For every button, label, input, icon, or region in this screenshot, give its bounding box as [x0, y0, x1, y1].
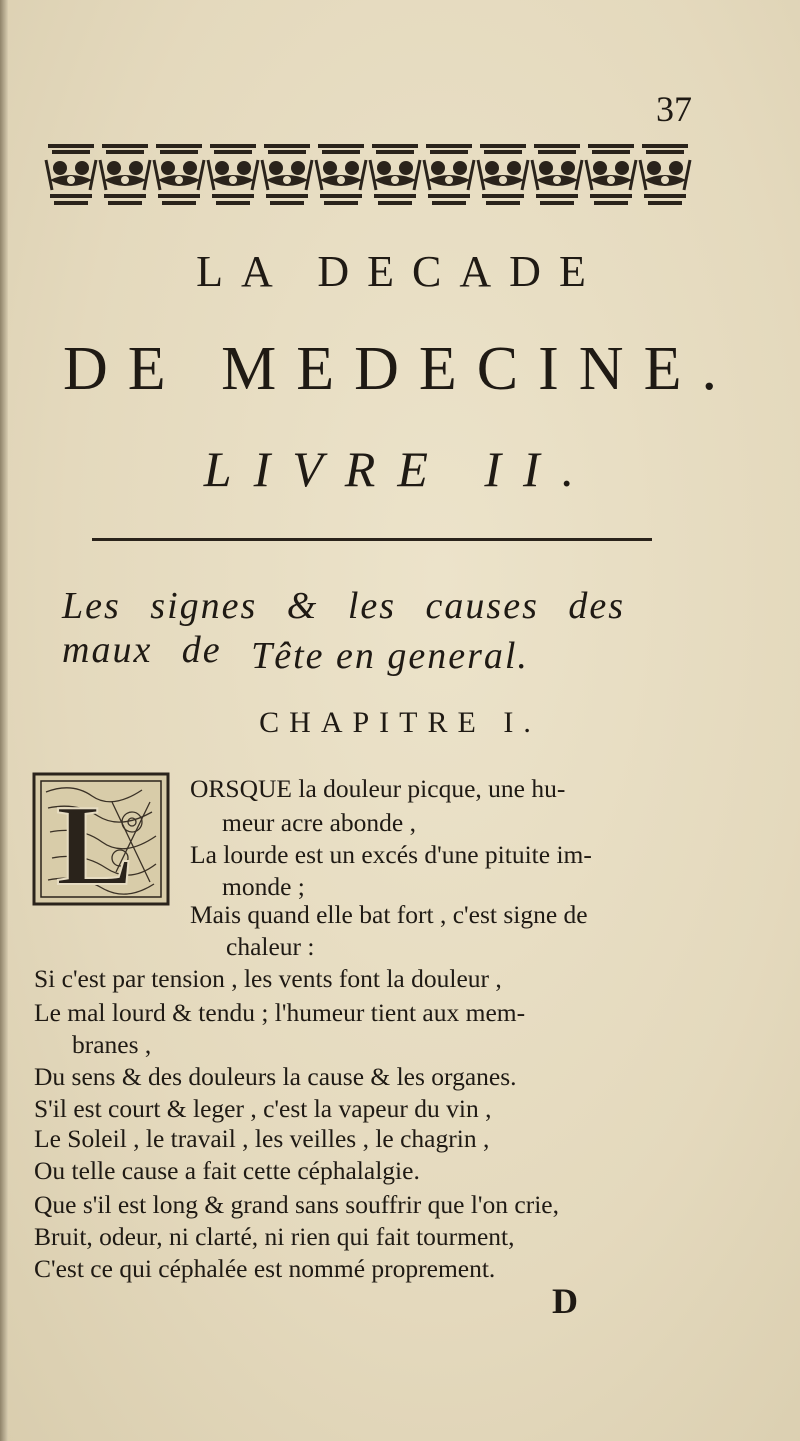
verse-line-13: Ou telle cause a fait cette céphalalgie. [34, 1156, 420, 1185]
verse-line-14: Que s'il est long & grand sans souffrir que l'on crie, [34, 1190, 559, 1219]
title-line-2: DE MEDECINE. [63, 335, 737, 403]
chapter-heading: CHAPITRE I. [259, 706, 541, 739]
subtitle-line-2: Tête en general. [251, 635, 529, 677]
drop-cap-glyph: L [56, 782, 134, 906]
verse-line-4: monde ; [222, 872, 305, 901]
verse-line-2: meur acre abonde , [222, 808, 416, 837]
verse-line-8: Le mal lourd & tendu ; l'humeur tient aux mem- [34, 998, 526, 1027]
decorated-initial-letter [32, 772, 170, 906]
ornamental-headband [44, 140, 692, 210]
verse-line-10: Du sens & des douleurs la cause & les organes. [34, 1062, 517, 1091]
verse-line-12: Le Soleil , le travail , les veilles , le chagrin , [34, 1124, 490, 1153]
title-line-3: LIVRE II. [203, 441, 597, 497]
verse-line-1-text: ORSQUE la douleur picque, une hu- [190, 774, 566, 803]
verse-line-5: Mais quand elle bat fort , c'est signe de [190, 900, 588, 929]
verse-line-15: Bruit, odeur, ni clarté, ni rien qui fait tourment, [34, 1222, 515, 1251]
verse-line-16: C'est ce qui céphalée est nommé proprement. [34, 1254, 496, 1283]
verse-line-9: branes , [72, 1030, 152, 1059]
verse-line-6: chaleur : [226, 932, 315, 961]
catchword: D [552, 1281, 578, 1321]
page-number: 37 [656, 89, 692, 129]
subtitle-line-1: Les signes & les causes des maux de [62, 585, 626, 671]
verse-line-7: Si c'est par tension , les vents font la douleur , [34, 964, 502, 993]
verse-line-3: La lourde est un excés d'une pituite im- [190, 840, 592, 869]
verse-line-11: S'il est court & leger , c'est la vapeur du vin , [34, 1094, 492, 1123]
verse-line-1 [190, 774, 565, 804]
title-line-1: LA DECADE [196, 247, 604, 296]
horizontal-rule [92, 538, 652, 541]
